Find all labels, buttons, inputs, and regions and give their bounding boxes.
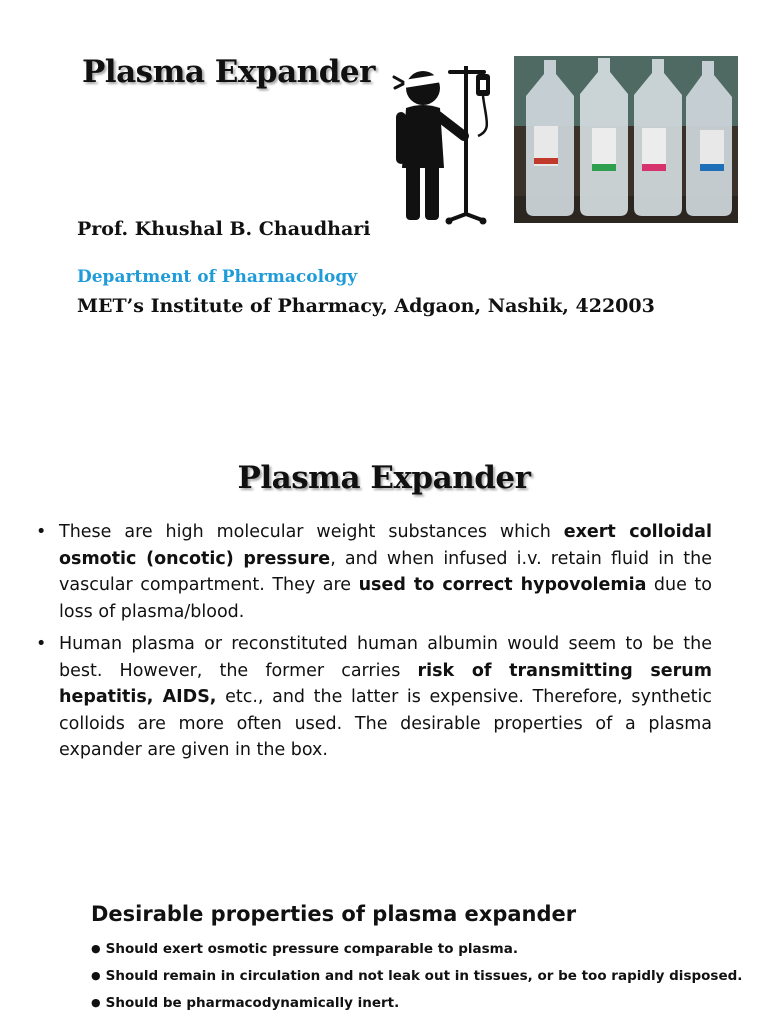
bullet-emphasis: risk of transmitting serum hepatitis, AIDS,	[59, 660, 712, 707]
bullet-item	[36, 631, 712, 764]
bullet-emphasis: exert colloidal osmotic (oncotic) pressure	[59, 522, 712, 569]
bullet-text: etc., and the latter is expensive. Therefore, synthetic colloids are more often used. The desirable properties of a plasma expander are given in the box.	[59, 687, 712, 760]
author-name: Prof. Khushal B. Chaudhari	[77, 218, 371, 240]
property-item: ● Should remain in circulation and not leak out in tissues, or be too rapidly disposed.	[91, 966, 742, 993]
bullet-list	[36, 519, 712, 770]
property-item: ● Should be pharmacodynamically inert.	[91, 993, 742, 1020]
bullet-emphasis: used to correct hypovolemia	[358, 575, 647, 595]
slide2-title: Plasma Expander	[237, 460, 531, 496]
bullet-text: These are high molecular weight substances which	[59, 522, 564, 542]
slide1-title: Plasma Expander	[82, 54, 375, 90]
bullet-text: due to loss of plasma/blood.	[59, 575, 712, 622]
property-item: ● Should exert osmotic pressure comparable to plasma.	[91, 939, 742, 966]
properties-box-heading: Desirable properties of plasma expander	[91, 902, 577, 926]
patient-iv-drip-icon	[390, 60, 500, 226]
department-name: Department of Pharmacology	[77, 267, 358, 287]
iv-bottles-photo	[514, 56, 738, 223]
bullet-text: , and when infused i.v. retain fluid in the vascular compartment. They are	[59, 548, 713, 595]
properties-list	[91, 939, 742, 1020]
bullet-text: Human plasma or reconstituted human albumin would seem to be the best. However, the former carries	[59, 634, 712, 681]
institute-name: MET’s Institute of Pharmacy, Adgaon, Nashik, 422003	[77, 295, 655, 317]
bullet-item	[36, 519, 712, 625]
